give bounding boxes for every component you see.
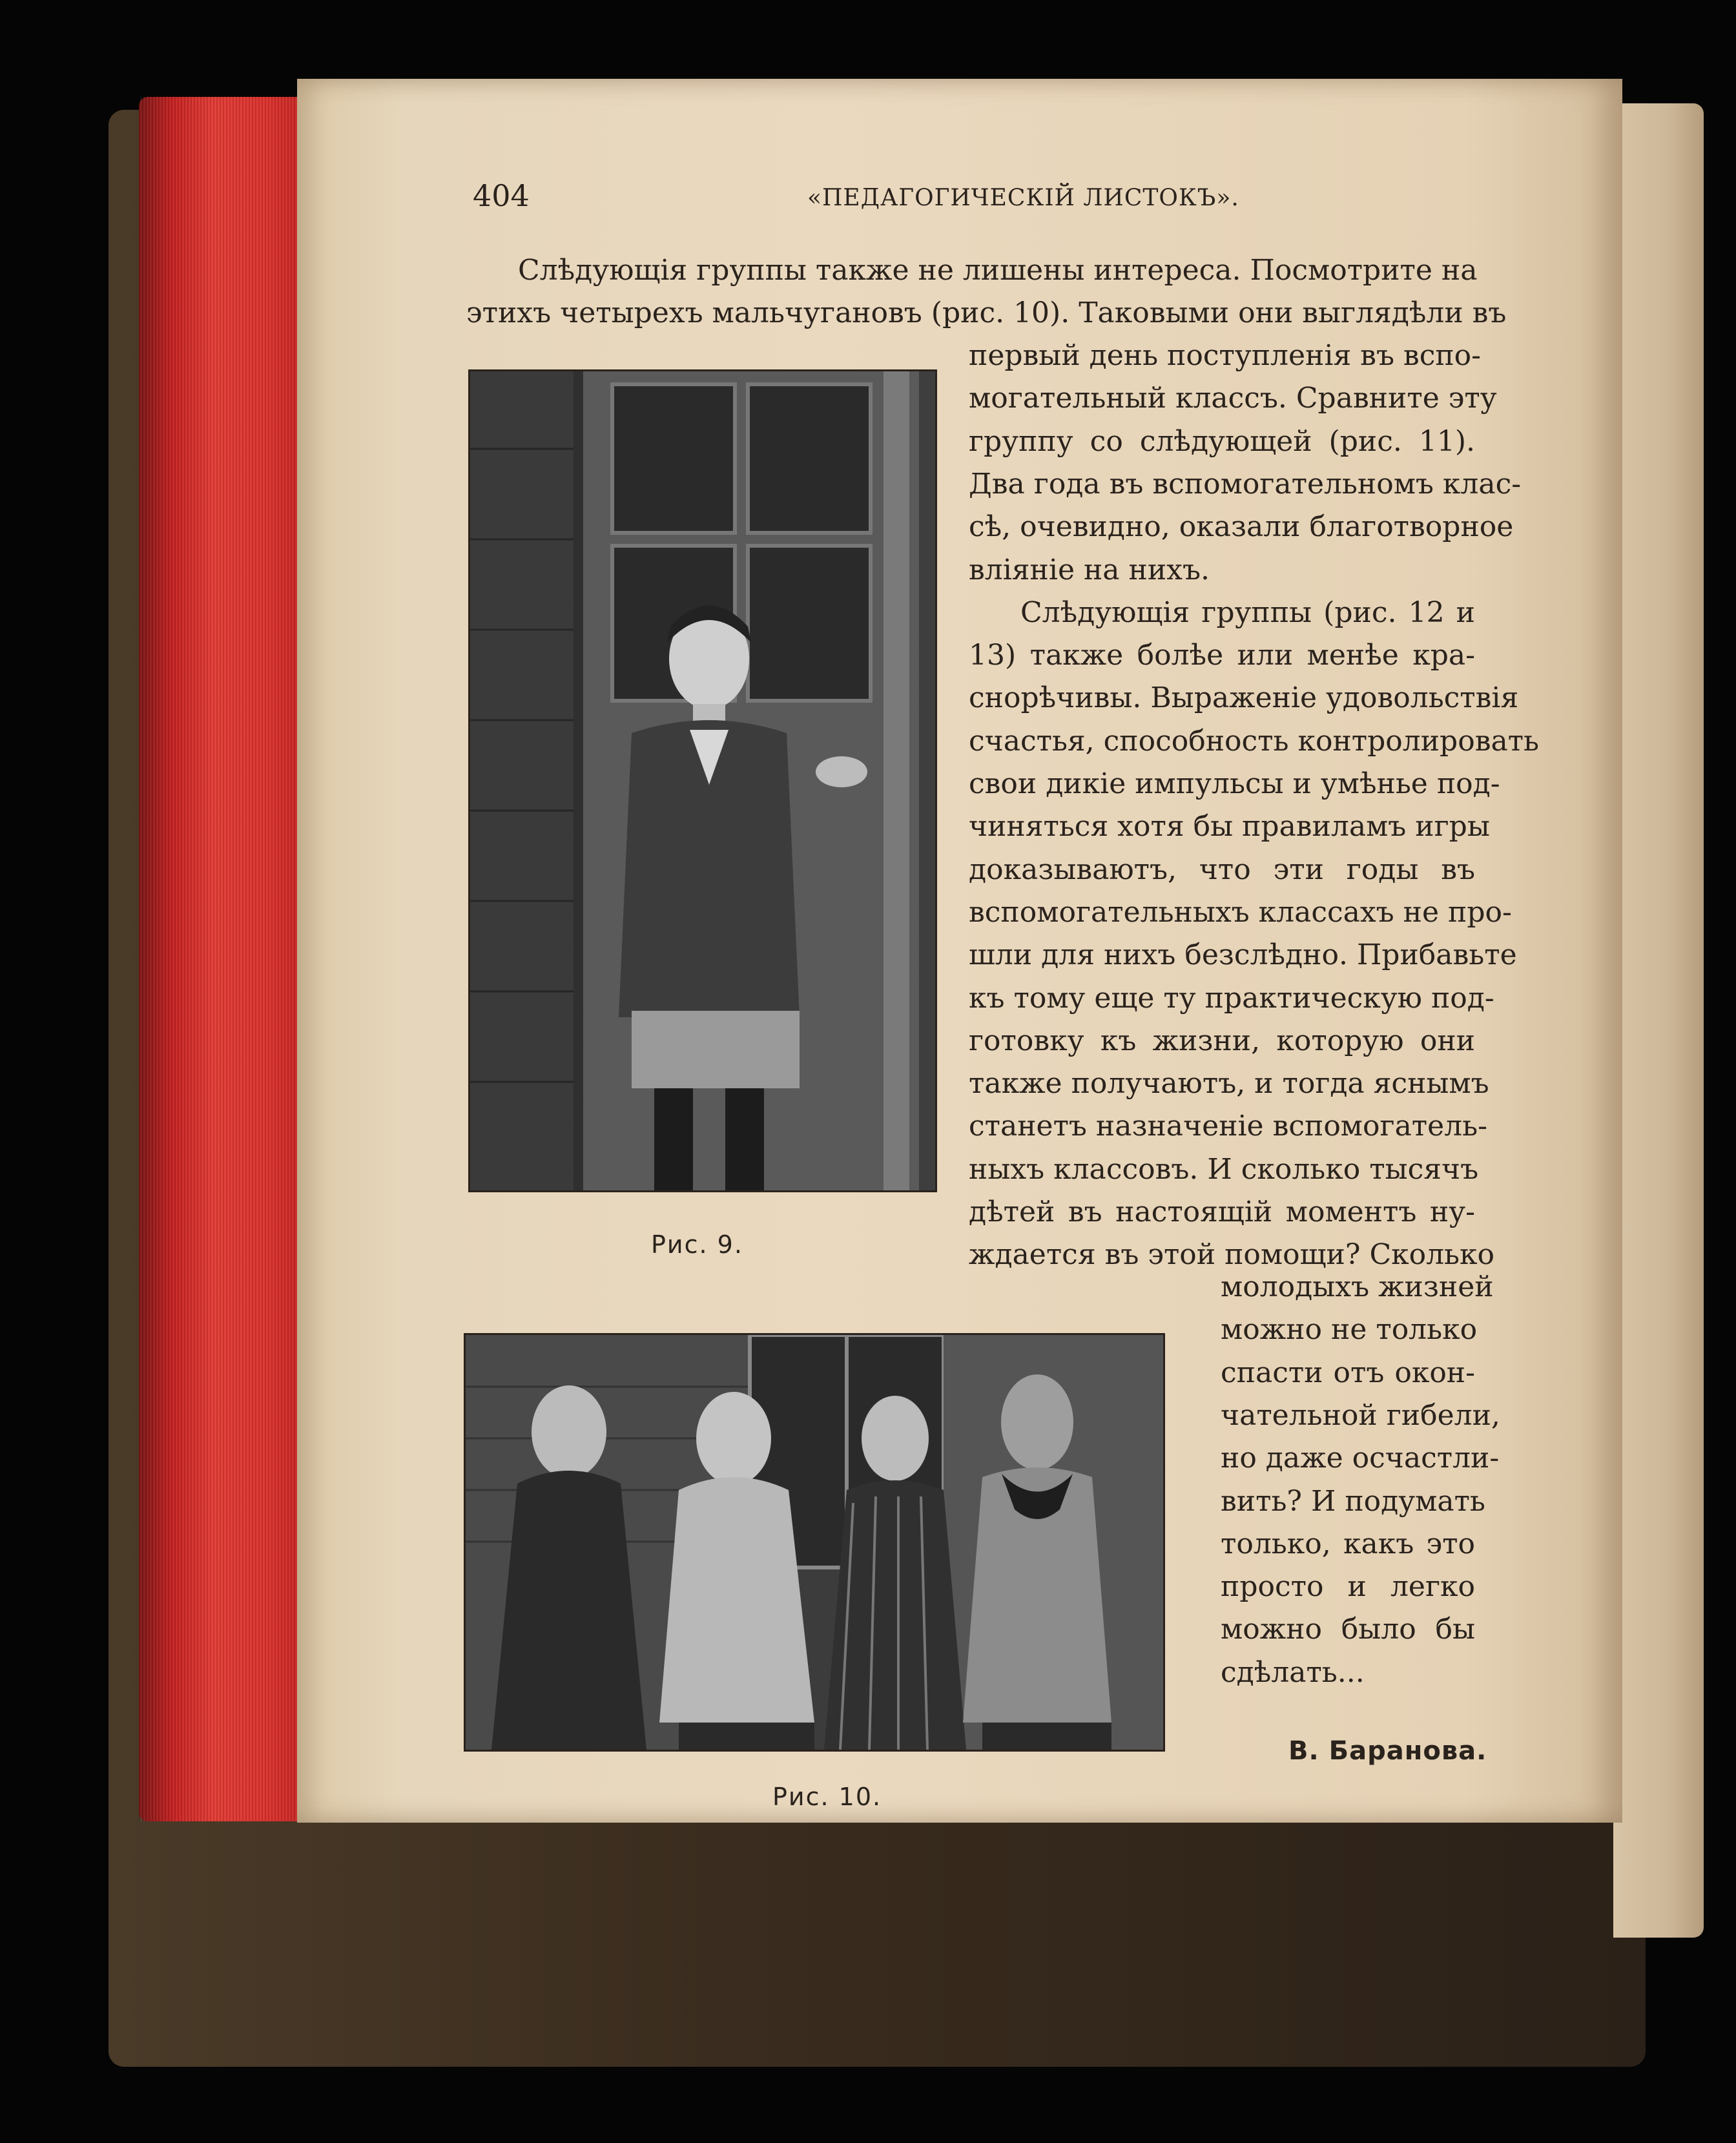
text-line: только, какъ это xyxy=(1221,1527,1475,1560)
text-line: сѣ, очевидно, оказали благотворное xyxy=(969,510,1514,544)
text-line: дѣтей въ настоящій моментъ ну- xyxy=(969,1196,1475,1228)
text-line: также получаютъ, и тогда яснымъ xyxy=(969,1067,1489,1101)
text-line: молодыхъ жизней xyxy=(1221,1270,1494,1303)
text-line: свои дикіе импульсы и умѣнье под- xyxy=(969,767,1500,800)
text-line: станетъ назначеніе вспомогатель- xyxy=(969,1110,1487,1143)
text-line: ждается въ этой помощи? Сколько xyxy=(969,1238,1494,1272)
text-line: Два года въ вспомогательномъ клас- xyxy=(969,467,1522,501)
text-line: вліяніе на нихъ. xyxy=(969,553,1210,586)
journal-title: «ПЕДАГОГИЧЕСКІЙ ЛИСТОКЪ». xyxy=(807,185,1239,211)
text-line: 13) также болѣе или менѣе кра- xyxy=(969,639,1475,672)
text-line: счастья, способность контролировать xyxy=(969,724,1540,758)
figure-10-caption: Рис. 10. xyxy=(772,1783,882,1811)
facing-page-edge xyxy=(1613,103,1704,1938)
text-line: группу со слѣдующей (рис. 11). xyxy=(969,424,1475,458)
figure-9-photo xyxy=(468,369,937,1192)
text-line: къ тому еще ту практическую под- xyxy=(969,981,1494,1015)
text-line: могательный классъ. Сравните эту xyxy=(969,382,1497,415)
page-number: 404 xyxy=(473,178,530,213)
text-line: чательной гибели, xyxy=(1221,1398,1500,1432)
text-line: Слѣдующія группы также не лишены интереса. Посмотрите на xyxy=(518,254,1478,287)
text-line: чиняться хотя бы правиламъ игры xyxy=(969,810,1490,844)
text-line: можно было бы xyxy=(1221,1613,1475,1646)
text-line: снорѣчивы. Выраженіе удовольствія xyxy=(969,681,1519,715)
figure-10-photo xyxy=(464,1333,1165,1752)
text-line: первый день поступленія въ вспо- xyxy=(969,339,1482,372)
author-signature: В. Баранова. xyxy=(1288,1736,1487,1766)
text-line: сдѣлать... xyxy=(1221,1655,1365,1689)
text-line: просто и легко xyxy=(1221,1570,1475,1604)
text-line: спасти отъ окон- xyxy=(1221,1356,1475,1389)
text-line: готовку къ жизни, которую они xyxy=(969,1024,1475,1057)
text-line: доказываютъ, что эти годы въ xyxy=(969,853,1475,886)
text-line: Слѣдующія группы (рис. 12 и xyxy=(1020,595,1475,629)
text-line: вить? И подумать xyxy=(1221,1484,1485,1518)
figure-9-caption: Рис. 9. xyxy=(651,1230,743,1259)
text-line: этихъ четырехъ мальчугановъ (рис. 10). Таковыми они выглядѣли въ xyxy=(466,296,1507,329)
text-line: ныхъ классовъ. И сколько тысячъ xyxy=(969,1152,1479,1186)
text-line: но даже осчастли- xyxy=(1221,1442,1500,1475)
text-line: можно не только xyxy=(1221,1313,1478,1347)
text-line: вспомогательныхъ классахъ не про- xyxy=(969,895,1512,929)
text-line: шли для нихъ безслѣдно. Прибавьте xyxy=(969,938,1517,972)
